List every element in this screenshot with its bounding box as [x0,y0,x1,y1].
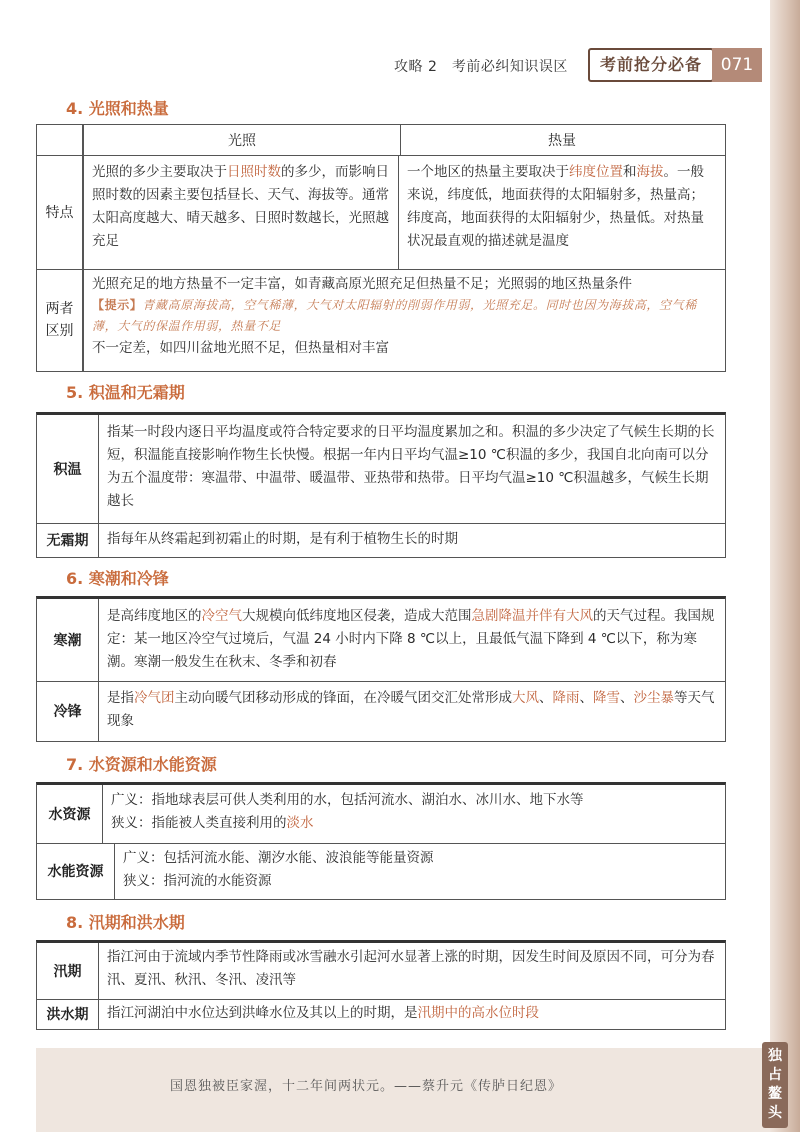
table-row-accumulated-temp [37,415,725,523]
table-row-features [37,155,725,269]
section-8-table [36,940,726,1030]
row-label-hydropower: 水能资源 [37,843,115,899]
table-row-frost-free [37,523,725,557]
frost-free-text: 指每年从终霜起到初霜止的时期，是有利于植物生长的时期 [107,531,458,547]
section-7-title: 7. 水资源和水能资源 [66,755,217,774]
footer-seal: 独 占 鳌 头 [762,1042,788,1128]
cold-wave-text: 是高纬度地区的冷空气大规模向低纬度地区侵袭，造成大范围急剧降温并伴有大风的天气过程。我国规定：某一地区冷空气过境后，气温 24 小时内下降 8 ℃以上，且最低气温下降到 4 ℃以下，称为寒潮。寒潮一般发生在秋末、冬季和初春 [107,608,715,670]
row-label-flood-season: 汛期 [37,943,99,999]
section-4-table [36,124,726,372]
section-4-title: 4. 光照和热量 [66,99,169,118]
row-label-features: 特点 [37,155,83,269]
page-header [0,46,800,82]
col-header-heat: 热量 [548,133,576,149]
table-row-cold-wave [37,599,725,681]
accumulated-temp-text: 指某一时段内逐日平均温度或符合特定要求的日平均温度累加之和。积温的多少决定了气候生长期的长短，积温能直接影响作物生长快慢。根据一年内日平均气温≥10 ℃积温的多少，我国自北向南可以分为五个温度带：寒温带、中温带、暖温带、亚热带和热带。日平均气温≥10 ℃积温越多，气候生长期越长 [107,424,715,509]
row-label-cold-front: 冷锋 [37,681,99,741]
water-resources-text: 广义：指地球表层可供人类利用的水，包括河流水、湖泊水、冰川水、地下水等 狭义：指能被人类直接利用的淡水 [111,792,584,831]
header-chapter: 攻略 2 考前必纠知识误区 [394,59,568,75]
page-edge [770,0,800,1132]
row-label-water-resources: 水资源 [37,785,103,843]
section-5-title: 5. 积温和无霜期 [66,383,185,402]
section-5-table [36,412,726,558]
table-header-row [37,125,725,155]
high-water-text: 指江河湖泊中水位达到洪峰水位及其以上的时期，是汛期中的高水位时段 [107,1005,539,1021]
row-label-difference: 两者区别 [37,269,83,371]
col-header-light: 光照 [83,125,401,155]
table-row-hydropower [37,843,725,899]
section-6-table [36,596,726,742]
table-row-flood-season [37,943,725,999]
flood-season-text: 指江河由于流域内季节性降雨或冰雪融水引起河水显著上涨的时期，因发生时间及原因不同，可分为春汛、夏汛、秋汛、冬汛、凌汛等 [107,949,715,988]
hydropower-text: 广义：包括河流水能、潮汐水能、波浪能等能量资源 狭义：指河流的水能资源 [123,850,434,889]
hint-handwritten: 【提示】青藏高原海拔高，空气稀薄，大气对太阳辐射的削弱作用弱，光照充足。同时也因为海拔高，空气稀薄，大气的保温作用弱，热量不足 [92,298,697,333]
heat-features: 一个地区的热量主要取决于纬度位置和海拔。一般来说，纬度低，地面获得的太阳辐射多，热量高；纬度高，地面获得的太阳辐射少，热量低。对热量状况最直观的描述就是温度 [407,164,704,249]
footer-quote: 国恩独被臣家渥，十二年间两状元。——蔡升元《传胪日纪恩》 [170,1079,563,1094]
table-row-cold-front [37,681,725,741]
difference-text: 光照充足的地方热量不一定丰富，如青藏高原光照充足但热量不足；光照弱的地区热量条件 【提示】青藏高原海拔高，空气稀薄，大气对太阳辐射的削弱作用弱，光照充足。同时也因为海拔高，空气稀薄，大气的保温作用弱，热量不足 不一定差，如四川盆地光照不足，但热量相对丰富 [83,269,725,371]
row-label-high-water: 洪水期 [37,999,99,1029]
row-label-frost-free: 无霜期 [37,523,99,557]
row-label-accumulated-temp: 积温 [37,415,99,523]
table-row-high-water [37,999,725,1029]
page-number: 071 [712,48,762,82]
table-row-difference [37,269,725,371]
table-row-water-resources [37,785,725,843]
cold-front-text: 是指冷气团主动向暖气团移动形成的锋面，在冷暖气团交汇处常形成大风、降雨、降雪、沙尘暴等天气现象 [107,690,715,729]
section-7-table [36,782,726,900]
header-badge: 考前抢分必备 [588,48,714,82]
section-6-title: 6. 寒潮和冷锋 [66,569,169,588]
row-label-cold-wave: 寒潮 [37,599,99,681]
section-8-title: 8. 汛期和洪水期 [66,913,185,932]
light-features: 光照的多少主要取决于日照时数的多少，而影响日照时数的因素主要包括昼长、天气、海拔等。通常太阳高度越大、晴天越多、日照时数越长，光照越充足 [83,155,399,269]
